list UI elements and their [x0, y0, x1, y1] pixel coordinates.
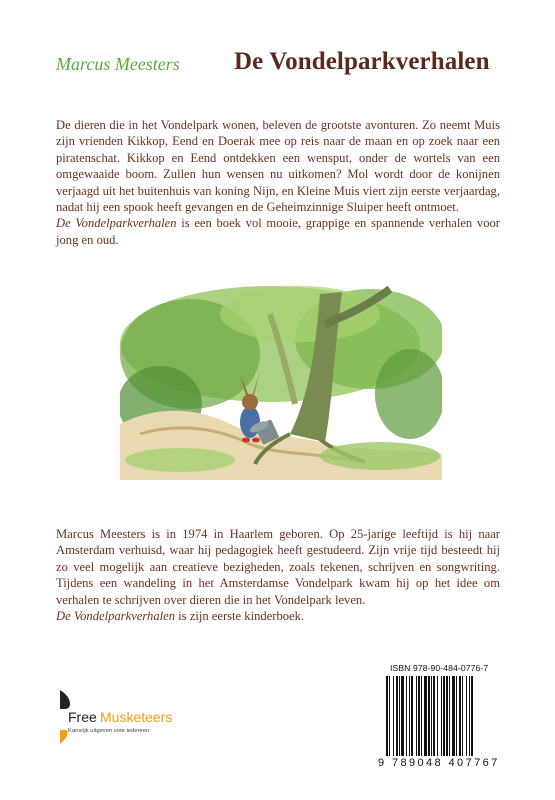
- blurb-text: [56, 117, 500, 248]
- forest-illustration: [120, 284, 442, 480]
- bio-closing-rest: is zijn eerste kinderboek.: [175, 609, 305, 624]
- book-title: De Vondelparkverhalen: [234, 48, 490, 75]
- bio-closing: [56, 608, 500, 624]
- blurb-book-title: De Vondelparkverhalen: [56, 216, 177, 231]
- publisher-name-free: Free: [68, 709, 97, 725]
- blurb-summary-rest: is een boek vol mooie, grappige en spannende verhalen voor jong en oud.: [56, 216, 500, 247]
- publisher-name-musketeers: Musketeers: [100, 709, 173, 725]
- blurb-paragraph: De dieren die in het Vondelpark wonen, beleven de grootste avonturen. Zo neemt Muis zijn vrienden Kikkop, Eend en Doerak mee op reis naar de maan en op zoek naar een piratenschat. Kikkop en Eend ontdekken een wensput, onder de wortels van een omgewaaide boom. Zullen hun wensen nu uitkomen? Mol wordt door de konijnen verjaagd uit het buitenhuis van koning Nijn, en Kleine Muis viert zijn eerste verjaardag, nadat hij een spook heeft gevangen en de Geheimzinnige Sluiper heeft ontmoet.: [56, 118, 500, 215]
- author-name: Marcus Meesters: [56, 54, 180, 74]
- isbn-label: ISBN 978-90-484-0776-7: [390, 663, 489, 673]
- author-bio: [56, 526, 500, 624]
- barcode-digits: 9 789048 407767: [378, 757, 500, 769]
- barcode: [384, 676, 504, 756]
- publisher-logo: [56, 688, 196, 748]
- bio-book-title: De Vondelparkverhalen: [56, 609, 176, 624]
- publisher-tagline: Kansrijk uitgeven voor iedereen: [68, 728, 150, 734]
- bio-paragraph: Marcus Meesters is in 1974 in Haarlem geboren. Op 25-jarige leeftijd is hij naar Amsterdam verhuisd, waar hij pedagogiek heeft gestudeerd. Zijn vrije tijd besteedt hij zo veel mogelijk aan creatieve bezigheden, zoals tekenen, schrijven en songwriting. Tijdens een wandeling in het Amsterdamse Vondelpark kwam hij op het idee om verhalen te schrijven over dieren die in het Vondelpark leven.: [56, 527, 500, 607]
- blurb-summary: [56, 215, 500, 248]
